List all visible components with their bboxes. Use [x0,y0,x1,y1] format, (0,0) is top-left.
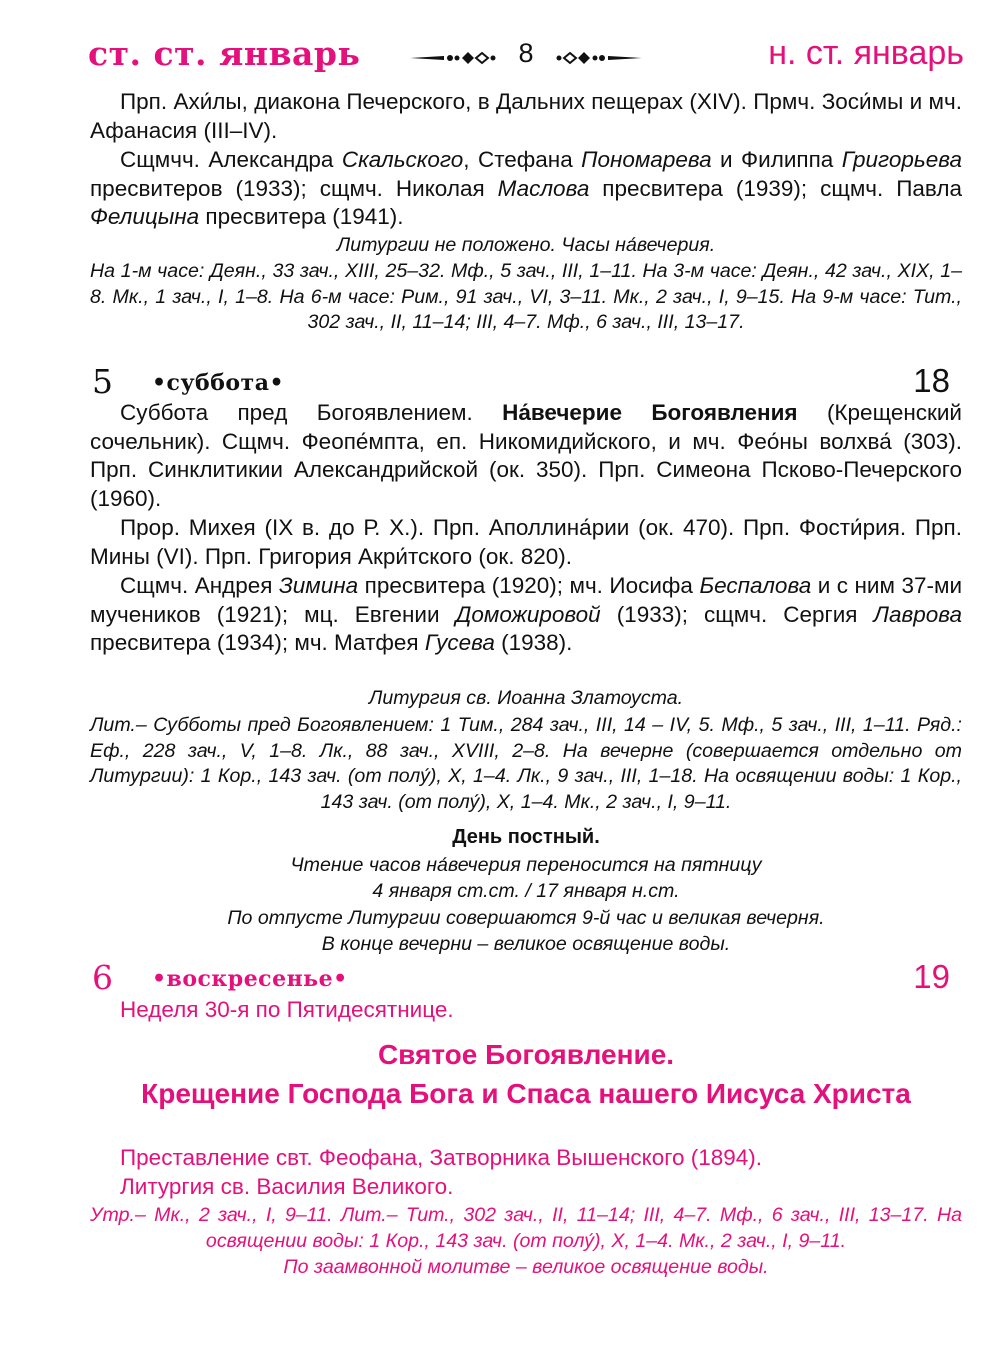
readings-note: Утр.– Мк., 2 зач., I, 9–11. Лит.– Тит., 302 зач., II, 11–14; III, 4–7. Мф., 6 зач., III, 13–17. На освящении воды: 1 Кор., 143 зач. (от полу́), X, 1–4. Мк., 2 зач., I, 9–11. [90,1204,962,1252]
day-header-5 [92,362,962,402]
saints-paragraph: Преставление свт. Феофана, Затворника Вышенского (1894). [120,1145,763,1170]
ornament-right-icon [556,48,642,68]
sunday-label: Неделя 30-я по Пятидесятнице. [120,997,454,1022]
martyrs-paragraph: Сщмчч. Александра Скальского, Стефана Пономарева и Филиппа Григорьева пресвитеров (1933); сщмч. Николая Маслова пресвитера (1939); сщмч. Павла Фелицына пресвитера (1941). [90,147,962,230]
ornament-left-icon [410,48,496,68]
service-note: По заамвонной молитве – великое освящение воды. [283,1256,769,1278]
weekday-label: •воскресенье• [152,966,348,992]
service-note: По отпусте Литургии совершаются 9-й час и великая вечерня. [227,907,825,929]
page-number: 8 [518,38,534,68]
saints-paragraph: Прп. Ахи́лы, диакона Печерского, в Дальних пещерах (XIV). Прмч. Зоси́мы и мч. Афанасия (III–IV). [90,89,962,143]
old-style-day: 5 [92,362,113,401]
weekday-label: •суббота• [152,370,285,396]
saints-paragraph: Прор. Михея (IX в. до Р. Х.). Прп. Аполлина́рии (ок. 470). Прп. Фости́рия. Прп. Мины (VI). Прп. Григория Акри́тского (ок. 820). [90,515,962,569]
service-note: В конце вечерни – великое освящение воды. [321,933,731,955]
service-note: Литургии не положено. Часы на́вечерия. [336,234,716,256]
day-header-6 [92,958,962,998]
liturgy-note: Литургия св. Иоанна Златоуста. [368,687,684,709]
page-number-block [410,38,642,78]
service-note: Чтение часов на́вечерия переносится на пятницу [290,854,762,876]
saints-paragraph: Суббота пред Богоявлением. На́вечерие Богоявления (Крещенский сочельник). Сщмч. Феопе́мпта, еп. Никомидийского, и мч. Фео́ны волхва́ (303). Прп. Синклитикии Александрийской (ок. 350). Прп. Симеона Псково-Печерского (1960). [90,400,962,511]
new-style-month: н. ст. январь [768,34,964,72]
page-header [88,34,964,84]
service-note: 4 января ст.ст. / 17 января н.ст. [372,880,680,902]
liturgy-label: Литургия св. Василия Великого. [120,1174,454,1199]
readings-note: На 1-м часе: Деян., 33 зач., XIII, 25–32. Мф., 5 зач., III, 1–11. На 3-м часе: Деян., 42 зач., XIX, 1–8. Мк., 1 зач., I, 1–8. На 6-м часе: Рим., 91 зач., VI, 3–11. Мк., 2 зач., I, 9–15. На 9-м часе: Тит., 302 зач., II, 11–14; III, 4–7. Мф., 6 зач., III, 13–17. [90,260,962,333]
old-style-month: ст. ст. январь [88,34,361,73]
readings-note: Лит.– Субботы пред Богоявлением: 1 Тим., 284 зач., III, 14 – IV, 5. Мф., 5 зач., III, 1–11. Ряд.: Еф., 228 зач., V, 1–8. Лк., 88 зач., XVIII, 2–8. На вечерне (совершается отдельно от Литургии): 1 Кор., 143 зач. (от полу́), X, 1–4. Лк., 9 зач., III, 1–18. На освящении воды: 1 Кор., 143 зач. (от полу́), X, 1–4. Мк., 2 зач., I, 9–11. [90,714,962,813]
fast-day-label: День постный. [452,826,600,848]
feast-title: Святое Богоявление. [377,1039,675,1070]
new-style-day: 19 [913,958,950,995]
martyrs-paragraph: Сщмч. Андрея Зимина пресвитера (1920); мч. Иосифа Беспалова и с ним 37-ми мучеников (1921); мц. Евгении Доможировой (1933); сщмч. Сергия Лаврова пресвитера (1934); мч. Матфея Гусева (1938). [90,573,963,656]
feast-subtitle: Крещение Господа Бога и Спаса нашего Иисуса Христа [141,1078,911,1109]
old-style-day: 6 [92,958,113,997]
new-style-day: 18 [913,362,950,399]
